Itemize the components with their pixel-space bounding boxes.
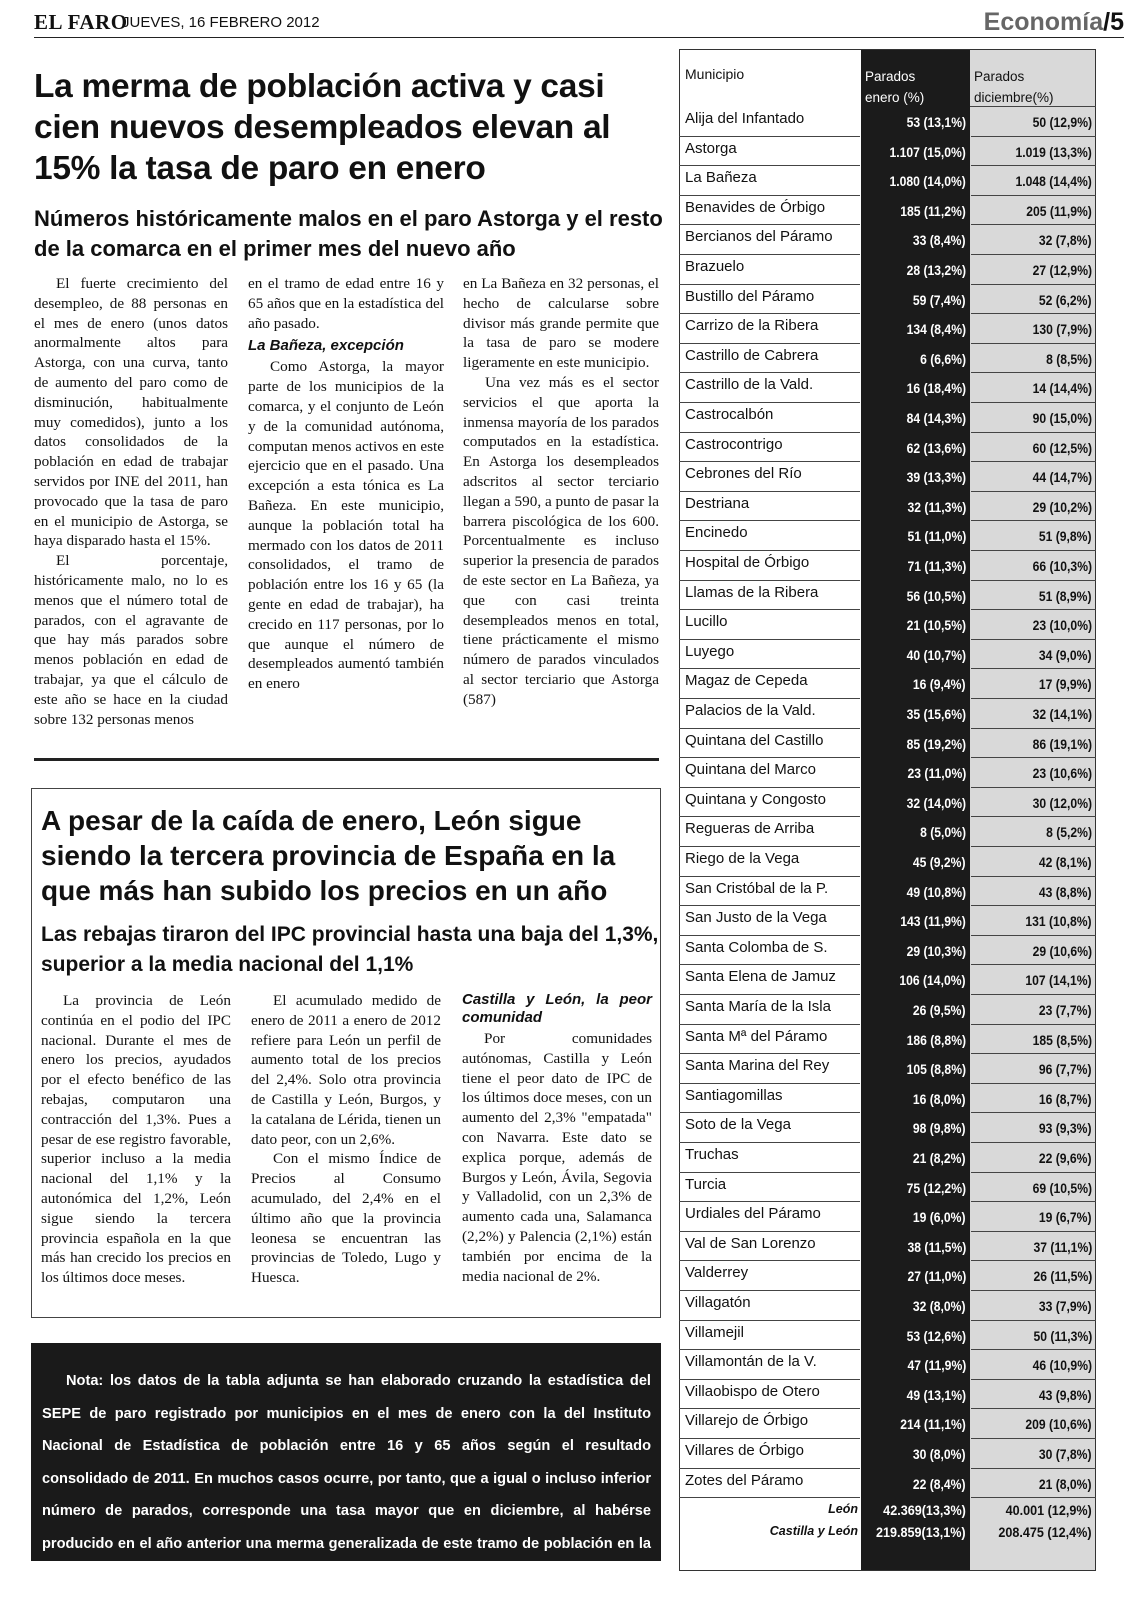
- row-rule: [679, 1497, 860, 1498]
- table-row: [679, 1439, 1096, 1469]
- municipio-cell: Valderrey: [685, 1264, 749, 1282]
- municipio-cell: Cebrones del Río: [685, 465, 802, 483]
- municipio-cell: Quintana del Castillo: [685, 731, 824, 749]
- municipio-cell: Encinedo: [685, 524, 748, 542]
- municipio-cell: Castrillo de la Vald.: [685, 376, 814, 394]
- diciembre-cell: 8 (8,5%): [1046, 351, 1092, 367]
- table-row: [679, 1173, 1096, 1203]
- enero-cell: 35 (15,6%): [906, 707, 966, 722]
- article2-column-1: [41, 991, 231, 1288]
- table-row: [679, 492, 1096, 522]
- diciembre-cell: 23 (10,6%): [1032, 766, 1092, 782]
- municipio-cell: Regueras de Arriba: [685, 820, 815, 838]
- table-row: [679, 669, 1096, 699]
- enero-cell: 39 (13,3%): [906, 470, 966, 486]
- municipio-cell: Santa Marina del Rey: [685, 1057, 830, 1075]
- municipio-cell: Santa Elena de Jamuz: [685, 968, 836, 986]
- municipio-cell: Turcia: [685, 1175, 727, 1193]
- diciembre-cell: 46 (10,9%): [1032, 1358, 1092, 1374]
- enero-cell: 62 (13,6%): [906, 440, 966, 456]
- municipio-cell: Luyego: [685, 642, 735, 660]
- diciembre-cell: 16 (8,7%): [1039, 1091, 1092, 1107]
- enero-cell: 16 (18,4%): [906, 381, 966, 397]
- diciembre-cell: 17 (9,9%): [1039, 677, 1092, 693]
- enero-cell: 1.107 (15,0%): [889, 144, 966, 160]
- table-row: [679, 1350, 1096, 1380]
- table-row: [679, 285, 1096, 315]
- municipio-cell: Bustillo del Páramo: [685, 287, 815, 305]
- table-row: [679, 166, 1096, 196]
- table-row: [679, 906, 1096, 936]
- municipio-cell: Brazuelo: [685, 258, 745, 275]
- diciembre-cell: 86 (19,1%): [1032, 736, 1092, 752]
- municipio-cell: Santa Mª del Páramo: [685, 1027, 828, 1045]
- table-row: [679, 255, 1096, 285]
- municipio-cell: Quintana del Marco: [685, 761, 816, 779]
- municipio-cell: Destriana: [685, 494, 750, 512]
- diciembre-cell: 205 (11,9%): [1026, 203, 1092, 219]
- table-row: [679, 1380, 1096, 1410]
- enero-cell: 143 (11,9%): [900, 914, 966, 930]
- enero-cell: 1.080 (14,0%): [889, 174, 966, 190]
- table-row: [679, 1113, 1096, 1143]
- paragraph: Con el mismo Índice de Precios al Consumo acumulado, del 2,4% en el último año que la provincia leonesa se encuentran las provincias de Toledo, Lugo y Huesca.: [251, 1150, 441, 1287]
- diciembre-cell: 22 (9,6%): [1039, 1151, 1092, 1166]
- diciembre-cell: 21 (8,0%): [1039, 1476, 1092, 1492]
- table-row: [679, 1409, 1096, 1439]
- municipio-cell: Astorga: [685, 139, 737, 157]
- diciembre-cell: 43 (8,8%): [1039, 884, 1092, 900]
- enero-cell: 32 (11,3%): [907, 499, 966, 515]
- diciembre-cell: 37 (11,1%): [1033, 1239, 1092, 1255]
- article2-subheadline: Las rebajas tiraron del IPC provincial hasta una baja del 1,3%, superior a la media nacional del 1,1%: [41, 923, 659, 976]
- enero-cell: 85 (19,2%): [906, 736, 966, 752]
- total-diciembre-cell: 208.475 (12,4%): [998, 1524, 1092, 1541]
- totals-row: [679, 1522, 1096, 1544]
- header-diciembre-line1: Parados: [974, 69, 1025, 84]
- table-row: [679, 1232, 1096, 1262]
- municipio-cell: Llamas de la Ribera: [685, 583, 819, 601]
- article1-column-2: [248, 274, 444, 694]
- article1-subheadline: Números históricamente malos en el paro Astorga y el resto de la comarca en el primer mes del nuevo año: [34, 206, 663, 261]
- header-enero: [865, 66, 924, 108]
- total-enero-cell: 219.859(13,1%): [876, 1524, 966, 1541]
- diciembre-cell: 32 (14,1%): [1032, 707, 1092, 722]
- table-row: [679, 1202, 1096, 1232]
- diciembre-cell: 30 (7,8%): [1039, 1447, 1092, 1462]
- diciembre-cell: 51 (9,8%): [1039, 529, 1092, 545]
- article2-column-3: [462, 991, 652, 1286]
- table-row: [679, 640, 1096, 670]
- paragraph: Como Astorga, la mayor parte de los municipios de la comarca, y el conjunto de León y de la comunidad autónoma, computan menos activos en este ejercicio que en el pasado. Una excepción a esta tónica es La Bañeza. En este municipio, aunque la población total ha mermado con los datos de 2011 consolidados, el tramo de población entre los 16 y 65 (la gente en edad de trabajar), ha crecido en 117 personas, por lo que aunque el número de desempleados aumentó también en enero: [248, 358, 444, 693]
- enero-cell: 26 (9,5%): [913, 1003, 966, 1018]
- municipio-cell: Alija del Infantado: [685, 110, 805, 127]
- municipio-cell: Benavides de Órbigo: [685, 198, 826, 216]
- enero-cell: 16 (8,0%): [913, 1091, 966, 1107]
- enero-cell: 75 (12,2%): [906, 1180, 966, 1196]
- diciembre-cell: 90 (15,0%): [1032, 411, 1092, 426]
- table-row: [679, 107, 1096, 137]
- municipio-cell: Lucillo: [685, 613, 728, 631]
- enero-cell: 84 (14,3%): [906, 411, 966, 426]
- article-divider: [34, 758, 659, 761]
- table-row: [679, 610, 1096, 640]
- enero-cell: 59 (7,4%): [913, 292, 966, 308]
- diciembre-cell: 131 (10,8%): [1025, 914, 1092, 930]
- enero-cell: 47 (11,9%): [907, 1358, 966, 1374]
- enero-cell: 186 (8,8%): [906, 1032, 966, 1048]
- diciembre-cell: 30 (12,0%): [1032, 795, 1092, 811]
- table-row: [679, 995, 1096, 1025]
- enero-cell: 105 (8,8%): [906, 1062, 966, 1078]
- paragraph: Por comunidades autónomas, Castilla y León tiene el peor dato de IPC de los últimos doce meses, con un aumento del 2,3% "empatada" con Navarra. Este dato se explica porque, además de Burgos y León, Ávila, Segovia y Valladolid, con un 2,3% de aumento cada una, Salamanca (2,2%) y Palencia (2,1%) están también por encima de la media nacional de 2%.: [462, 1030, 652, 1285]
- table-row: [679, 344, 1096, 374]
- enero-cell: 29 (10,3%): [906, 943, 966, 959]
- table-row: [679, 225, 1096, 255]
- table-row: [679, 1143, 1096, 1173]
- enero-cell: 6 (6,6%): [920, 351, 966, 367]
- enero-cell: 33 (8,4%): [913, 233, 966, 249]
- table-row: [679, 403, 1096, 433]
- enero-cell: 49 (10,8%): [906, 884, 966, 900]
- diciembre-cell: 8 (5,2%): [1046, 825, 1092, 841]
- section-name: Economía: [983, 8, 1104, 36]
- table-row: [679, 314, 1096, 344]
- paragraph: El porcentaje, históricamente malo, no lo es menos que el número total de parados, con el agravante de que hay más parados sobre menos población en edad de trabajar, ya que el cálculo de este año se hace en la ciudad sobre 132 personas menos: [34, 552, 228, 728]
- header-diciembre: [974, 66, 1054, 108]
- municipio-cell: La Bañeza: [685, 169, 757, 187]
- header-diciembre-line2: diciembre(%): [974, 90, 1054, 105]
- enero-cell: 22 (8,4%): [913, 1476, 966, 1492]
- paragraph: Una vez más es el sector servicios el que aporta la inmensa mayoría de los parados computados en la estadística. En Astorga los desempleados adscritos al sector terciario llegan a 590, a punto de pasar la barrera piscológica de los 600. Porcentualmente es incluso superior la presencia de parados de este sector en La Bañeza, ya que con casi treinta desempleados menos en total, tiene prácticamente el mismo número de parados vinculados al sector terciario que Astorga (587): [463, 373, 659, 708]
- enero-cell: 134 (8,4%): [906, 322, 966, 338]
- diciembre-cell: 52 (6,2%): [1039, 292, 1092, 308]
- table-row: [679, 936, 1096, 966]
- table-row: [679, 521, 1096, 551]
- municipio-cell: Carrizo de la Ribera: [685, 317, 819, 335]
- article2-intertitle: Castilla y León, la peor comunidad: [462, 991, 652, 1026]
- municipio-cell: Zotes del Páramo: [685, 1471, 804, 1489]
- diciembre-cell: 66 (10,3%): [1032, 559, 1092, 574]
- total-label-cell: Castilla y León: [769, 1524, 858, 1539]
- enero-cell: 56 (10,5%): [906, 588, 966, 604]
- enero-cell: 19 (6,0%): [913, 1210, 966, 1226]
- total-enero-cell: 42.369(13,3%): [883, 1502, 966, 1519]
- enero-cell: 23 (11,0%): [907, 766, 966, 782]
- diciembre-cell: 60 (12,5%): [1032, 440, 1092, 456]
- enero-cell: 27 (11,0%): [907, 1269, 966, 1285]
- enero-cell: 51 (11,0%): [907, 529, 966, 545]
- municipio-cell: Bercianos del Páramo: [685, 228, 833, 246]
- issue-date: JUEVES, 16 FEBRERO 2012: [122, 14, 320, 31]
- article1-headline: La merma de población activa y casi cien nuevos desempleados elevan al 15% la tasa de paro en enero: [34, 68, 611, 187]
- municipio-cell: Castrillo de Cabrera: [685, 346, 819, 364]
- diciembre-cell: 23 (7,7%): [1039, 1003, 1092, 1018]
- table-row: [679, 373, 1096, 403]
- diciembre-cell: 1.048 (14,4%): [1015, 174, 1092, 190]
- header-enero-line2: enero (%): [865, 90, 925, 105]
- total-diciembre-cell: 40.001 (12,9%): [1005, 1502, 1092, 1519]
- enero-cell: 16 (9,4%): [913, 677, 966, 693]
- paragraph: en el tramo de edad entre 16 y 65 años que en la estadística del año pasado.: [248, 275, 444, 332]
- paragraph: El fuerte crecimiento del desempleo, de 88 personas en el mes de enero (unos datos anormalmente altos para Astorga, con una curva, tanto de aumento del paro como de disminución, habitualmente muy comedidos), junto a los datos consolidados de la población en edad de trabajar servidos por INE del 2011, han provocado que la tasa de paro en el municipio de Astorga, se haya disparado hasta el 15%.: [34, 275, 228, 550]
- municipio-cell: Santa Colomba de S.: [685, 938, 828, 956]
- diciembre-cell: 44 (14,7%): [1032, 470, 1092, 486]
- section-label: [984, 8, 1124, 37]
- diciembre-cell: 34 (9,0%): [1039, 647, 1092, 663]
- table-row: [679, 581, 1096, 611]
- municipio-cell: Soto de la Vega: [685, 1116, 791, 1134]
- diciembre-cell: 130 (7,9%): [1032, 322, 1092, 338]
- municipio-cell: Val de San Lorenzo: [685, 1234, 816, 1252]
- totals-row: [679, 1500, 1096, 1522]
- diciembre-cell: 96 (7,7%): [1039, 1062, 1092, 1078]
- table-row: [679, 699, 1096, 729]
- municipio-cell: Hospital de Órbigo: [685, 554, 810, 571]
- table-row: [679, 847, 1096, 877]
- paragraph: en La Bañeza en 32 personas, el hecho de calcularse sobre divisor más grande permite que la tasa de paro se modere ligeramente en este municipio.: [463, 275, 659, 372]
- municipio-cell: Magaz de Cepeda: [685, 672, 808, 690]
- municipio-cell: Urdiales del Páramo: [685, 1205, 821, 1223]
- table-row: [679, 1025, 1096, 1055]
- municipio-cell: Villamontán de la V.: [685, 1353, 817, 1371]
- diciembre-cell: 50 (12,9%): [1032, 115, 1092, 130]
- enero-cell: 30 (8,0%): [913, 1447, 966, 1462]
- page-header: [34, 8, 1124, 38]
- table-row: [679, 1084, 1096, 1114]
- diciembre-cell: 93 (9,3%): [1039, 1121, 1092, 1137]
- municipio-cell: Riego de la Vega: [685, 850, 800, 867]
- enero-cell: 71 (11,3%): [907, 559, 966, 574]
- enero-cell: 185 (11,2%): [900, 203, 966, 219]
- enero-cell: 98 (9,8%): [913, 1121, 966, 1137]
- enero-cell: 8 (5,0%): [920, 825, 966, 841]
- diciembre-cell: 27 (12,9%): [1032, 263, 1092, 278]
- diciembre-cell: 29 (10,6%): [1032, 943, 1092, 959]
- page-number: /5: [1103, 8, 1124, 36]
- municipio-cell: Castrocontrigo: [685, 435, 783, 453]
- article2-column-2: [251, 991, 441, 1288]
- diciembre-cell: 19 (6,7%): [1039, 1210, 1092, 1226]
- article2-headline: A pesar de la caída de enero, León sigue siendo la tercera provincia de España en la que más han subido los precios en un año: [41, 805, 616, 906]
- table-row: [679, 137, 1096, 167]
- table-row: [679, 788, 1096, 818]
- diciembre-cell: 23 (10,0%): [1032, 618, 1092, 634]
- enero-cell: 28 (13,2%): [906, 263, 966, 278]
- municipio-cell: Quintana y Congosto: [685, 790, 826, 808]
- enero-cell: 53 (12,6%): [906, 1328, 966, 1344]
- enero-cell: 38 (11,5%): [907, 1239, 966, 1255]
- municipio-cell: Villagatón: [685, 1294, 751, 1311]
- table-row: [679, 877, 1096, 907]
- municipio-cell: Castrocalbón: [685, 406, 774, 423]
- diciembre-cell: 14 (14,4%): [1032, 381, 1092, 397]
- total-label-cell: León: [828, 1502, 858, 1517]
- article1-column-1: [34, 274, 228, 729]
- table-row: [679, 817, 1096, 847]
- article1-column-3: [463, 274, 659, 710]
- diciembre-cell: 50 (11,3%): [1033, 1328, 1092, 1344]
- enero-cell: 53 (13,1%): [906, 115, 966, 130]
- municipio-cell: Truchas: [685, 1146, 739, 1163]
- municipio-cell: Villamejil: [685, 1323, 744, 1341]
- paragraph: La provincia de León continúa en el podio del IPC nacional. Durante el mes de enero los precios, ayudados por el efecto benéfico de las rebajas, computaron una contracción del 1,3%. Pues a pesar de ese registro favorable, superior incluso a la media nacional del 1,1% y la autonómica del 1,2%, León sigue siendo la tercera provincia española en la que más han crecido los precios en los últimos doce meses.: [41, 992, 231, 1287]
- diciembre-cell: 107 (14,1%): [1025, 973, 1092, 989]
- enero-cell: 45 (9,2%): [913, 855, 966, 870]
- table-row: [679, 965, 1096, 995]
- diciembre-cell: 69 (10,5%): [1032, 1180, 1092, 1196]
- enero-cell: 21 (8,2%): [913, 1151, 966, 1166]
- diciembre-cell: 209 (10,6%): [1025, 1417, 1092, 1433]
- municipio-cell: Santiagomillas: [685, 1086, 783, 1104]
- municipio-cell: Santa María de la Isla: [685, 998, 831, 1015]
- diciembre-cell: 1.019 (13,3%): [1015, 144, 1092, 160]
- municipio-cell: Villaobispo de Otero: [685, 1382, 820, 1400]
- note-text: Nota: los datos de la tabla adjunta se han elaborado cruzando la estadística del SEPE de paro registrado por municipios en el mes de enero con la del Instituto Nacional de Estadística de población entre 16 y 65 años según el resultado consolidado de 2011. En muchos casos ocurre, por tanto, que a igual o incluso inferior número de parados, corresponde una tasa mayor que en diciembre, al habérse producido en el año anterior una merma generalizada de este tramo de población en la práctica totalidad de los municipios de la comarca: [42, 1373, 651, 1584]
- table-row: [679, 1291, 1096, 1321]
- municipio-cell: San Cristóbal de la P.: [685, 879, 829, 897]
- diciembre-cell: 51 (8,9%): [1039, 588, 1092, 604]
- diciembre-cell: 32 (7,8%): [1039, 233, 1092, 249]
- enero-cell: 49 (13,1%): [906, 1387, 966, 1403]
- table-row: [679, 1054, 1096, 1084]
- table-row: [679, 729, 1096, 759]
- municipio-cell: Palacios de la Vald.: [685, 702, 816, 719]
- table-note: [31, 1343, 661, 1584]
- table-row: [679, 196, 1096, 226]
- table-row: [679, 433, 1096, 463]
- header-enero-line1: Parados: [865, 69, 916, 84]
- diciembre-cell: 43 (9,8%): [1039, 1387, 1092, 1403]
- enero-cell: 32 (14,0%): [906, 795, 966, 811]
- enero-cell: 40 (10,7%): [906, 647, 966, 663]
- paragraph: El acumulado medido de enero de 2011 a enero de 2012 refiere para León un perfil de aumento total de los precios del 2,4%. Solo otra provincia de Castilla y León, Burgos, y la catalana de Lérida, tienen un dato peor, con un 2,6%.: [251, 992, 441, 1148]
- row-rule: [971, 1497, 1096, 1498]
- header-municipio: Municipio: [685, 66, 745, 82]
- newspaper-name: EL FARO: [34, 10, 128, 34]
- municipio-cell: Villarejo de Órbigo: [685, 1412, 809, 1430]
- table-row: [679, 1321, 1096, 1351]
- enero-cell: 106 (14,0%): [899, 973, 966, 989]
- table-row: [679, 551, 1096, 581]
- enero-cell: 214 (11,1%): [900, 1417, 966, 1433]
- article1-intertitle: La Bañeza, excepción: [248, 337, 404, 355]
- table-row: [679, 758, 1096, 788]
- municipio-cell: Villares de Órbigo: [685, 1442, 804, 1459]
- enero-cell: 21 (10,5%): [906, 618, 966, 634]
- diciembre-cell: 33 (7,9%): [1039, 1299, 1092, 1314]
- table-row: [679, 1469, 1096, 1499]
- municipio-cell: San Justo de la Vega: [685, 909, 827, 927]
- diciembre-cell: 29 (10,2%): [1032, 499, 1092, 515]
- diciembre-cell: 42 (8,1%): [1039, 855, 1092, 870]
- diciembre-cell: 185 (8,5%): [1032, 1032, 1092, 1048]
- diciembre-cell: 26 (11,5%): [1033, 1269, 1092, 1285]
- enero-cell: 32 (8,0%): [913, 1299, 966, 1314]
- table-row: [679, 462, 1096, 492]
- table-row: [679, 1261, 1096, 1291]
